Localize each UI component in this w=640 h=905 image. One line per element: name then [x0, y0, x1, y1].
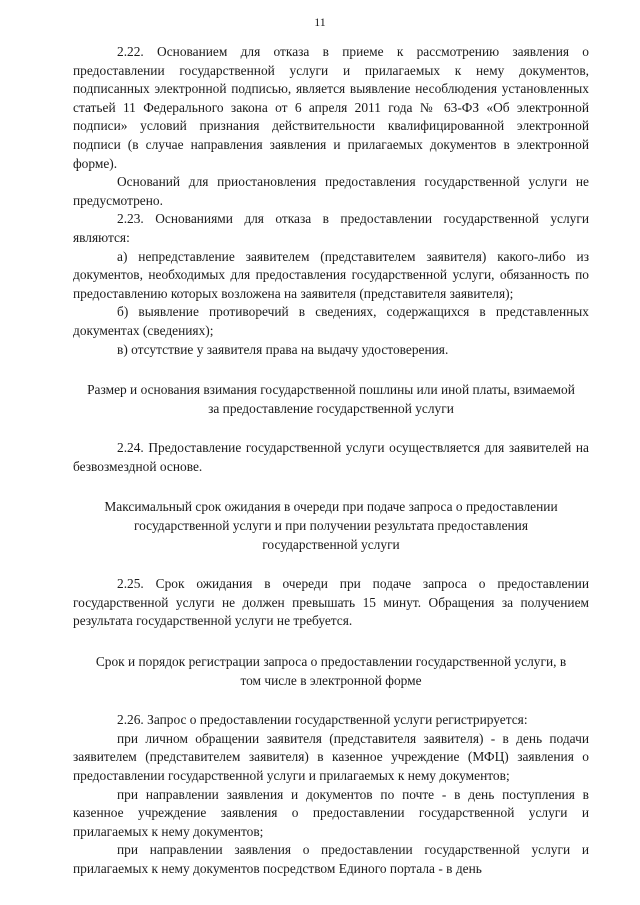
paragraph-2-23-b: б) выявление противоречий в сведениях, содержащихся в представленных документах (сведениях); [73, 304, 589, 338]
paragraph-2-23-c: в) отсутствие у заявителя права на выдачу удостоверения. [117, 341, 449, 357]
paragraph-2-23: 2.23. Основаниями для отказа в предоставлении государственной услуги являются: [73, 211, 589, 245]
paragraph-2-26-post: при направлении заявления и документов по почте - в день поступления в казенное учреждение заявления о предоставлении государственной услуги и прилагаемых к нему документов; [73, 786, 589, 839]
paragraph-2-26-personal: при личном обращении заявителя (представителя заявителя) - в день подачи заявителем (представителем заявителя) в казенное учреждение (МФЦ) заявления о предоставлении государственной услуги и прилагаемых к нему документов; [73, 730, 589, 783]
paragraph-2-26-portal: при направлении заявления о предоставлении государственной услуги и прилагаемых к нему документов посредством Единого портала - в день [73, 842, 589, 876]
document-body [73, 43, 589, 879]
paragraph-suspension: Оснований для приостановления предоставления государственной услуги не предусмотрено. [73, 174, 589, 208]
paragraph-2-25: 2.25. Срок ожидания в очереди при подаче запроса о предоставлении государственной услуги не должен превышать 15 минут. Обращения за получением результата государственной услуги не требуется. [73, 576, 589, 629]
section-heading-registration: Срок и порядок регистрации запроса о предоставлении государственной услуги, в том числе в электронной форме [95, 654, 567, 688]
section-heading-fee: Размер и основания взимания государственной пошлины или иной платы, взимаемой за предоставление государственной услуги [87, 382, 575, 416]
paragraph-2-24: 2.24. Предоставление государственной услуги осуществляется для заявителей на безвозмездной основе. [73, 440, 589, 474]
page-number: 11 [314, 15, 326, 29]
section-heading-queue: Максимальный срок ожидания в очереди при подаче запроса о предоставлении государственной услуги и при получении результата предоставления государственной услуги [104, 499, 558, 552]
paragraph-2-22: 2.22. Основанием для отказа в приеме к рассмотрению заявления о предоставлении государственной услуги и прилагаемых к нему документов, подписанных электронной подписью, является выявление несоблюдения установленных статьей 11 Федерального закона от 6 апреля 2011 года № 63-ФЗ «Об электронной подписи» условий признания действительности квалифицированной электронной подписи (в случае направления заявления и прилагаемых документов в электронной форме). [73, 44, 589, 171]
paragraph-2-23-a: а) непредставление заявителем (представителем заявителя) какого-либо из документов, необходимых для предоставления государственной услуги, обязанность по предоставлению которых возложена на заявителя (представителя заявителя); [73, 248, 589, 301]
paragraph-2-26: 2.26. Запрос о предоставлении государственной услуги регистрируется: [117, 712, 528, 728]
